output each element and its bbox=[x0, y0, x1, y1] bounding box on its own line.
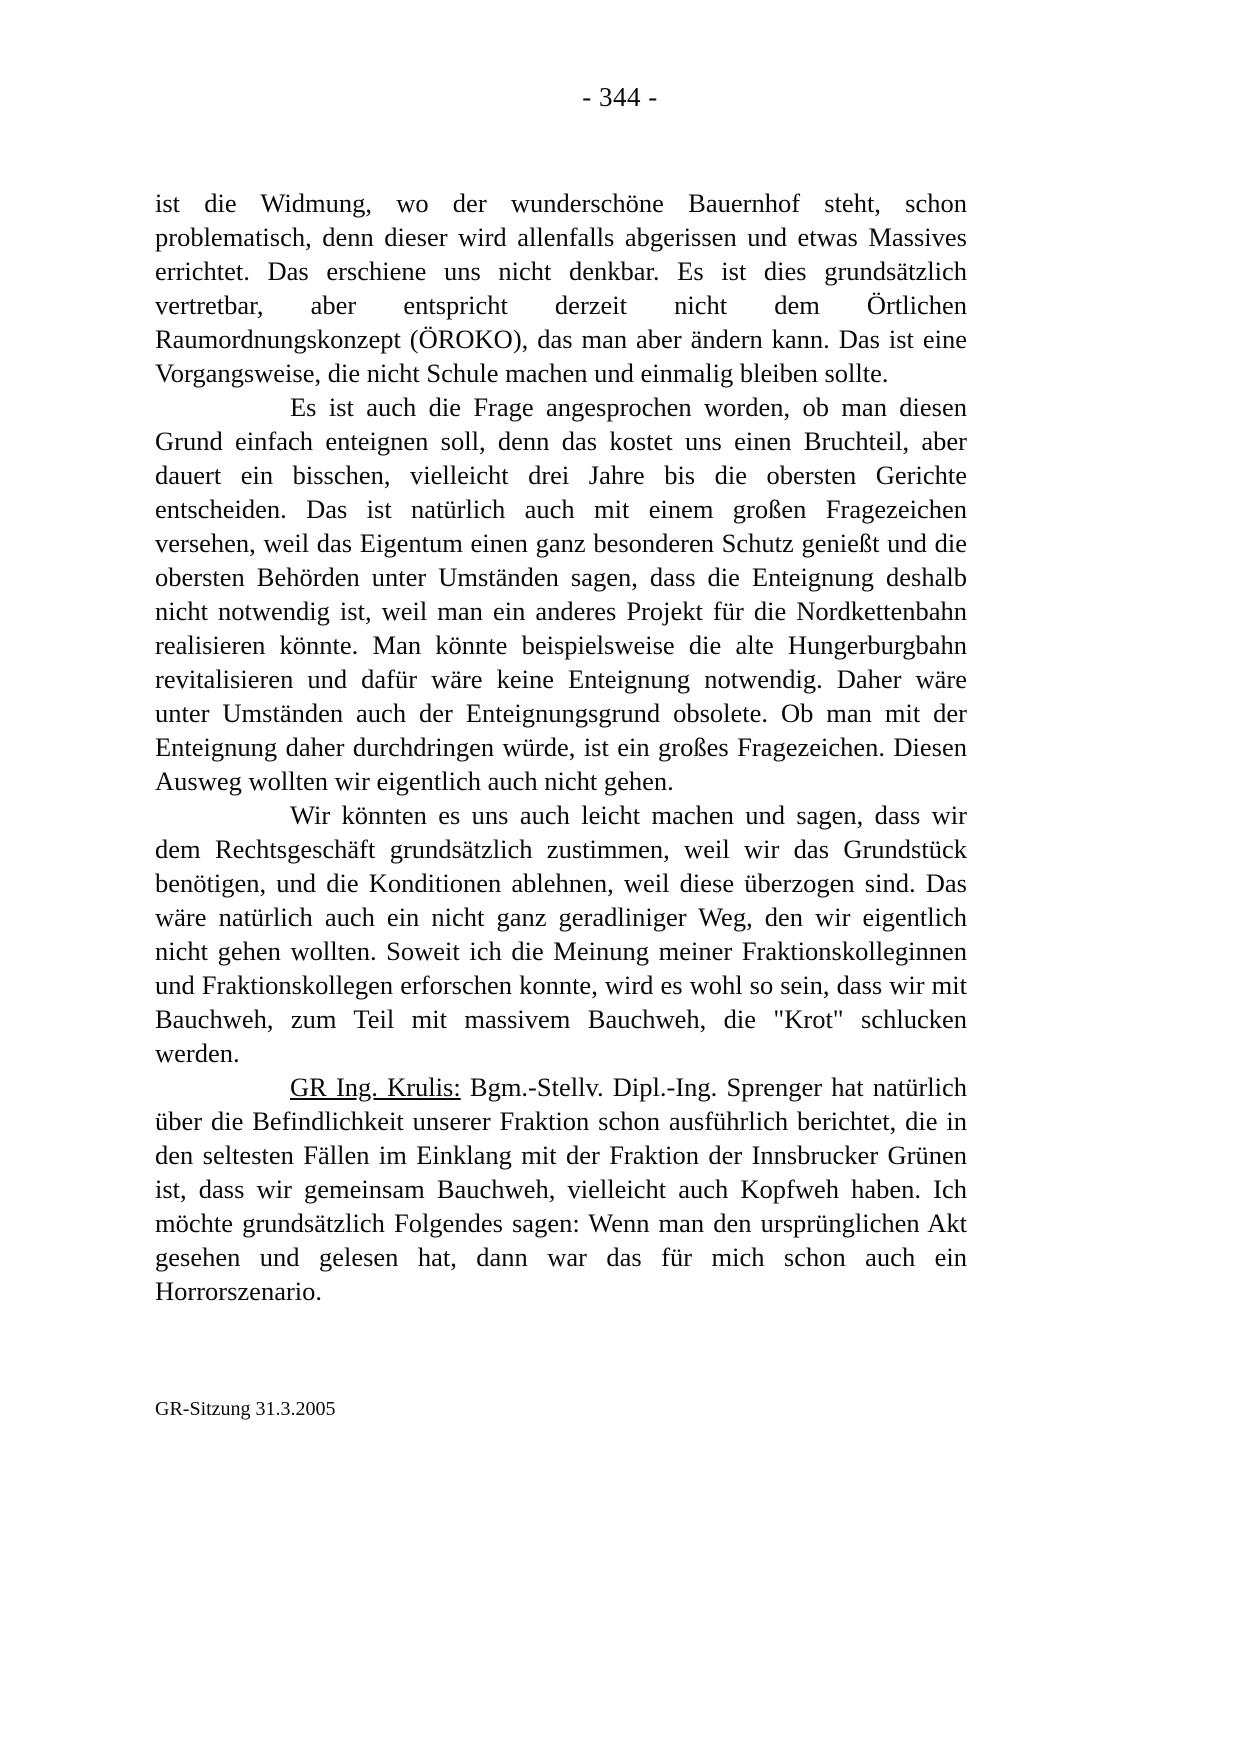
page-number: - 344 - bbox=[582, 82, 658, 112]
paragraph: Wir könnten es uns auch leicht machen und sagen, dass wir dem Rechtsgeschäft grundsätzlich zustimmen, weil wir das Grundstück benötigen, und die Konditionen ablehnen, weil diese überzogen sind. Das wäre natürlich auch ein nicht ganz geradliniger Weg, den wir eigentlich nicht gehen wollten. Soweit ich die Meinung meiner Fraktionskolleginnen und Fraktionskollegen erforschen konnte, wird es wohl so sein, dass wir mit Bauchweh, zum Teil mit massivem Bauchweh, die "Krot" schlucken werden. bbox=[155, 800, 967, 1068]
paragraph: Es ist auch die Frage angesprochen worden, ob man diesen Grund einfach enteignen soll, denn das kostet uns einen Bruchteil, aber dauert ein bisschen, vielleicht drei Jahre bis die obersten Gerichte entscheiden. Das ist natürlich auch mit einem großen Fragezeichen versehen, weil das Eigentum einen ganz besonderen Schutz genießt und die obersten Behörden unter Umständen sagen, dass die Enteignung deshalb nicht notwendig ist, weil man ein anderes Projekt für die Nordkettenbahn realisieren könnte. Man könnte beispielsweise die alte Hungerburgbahn revitalisieren und dafür wäre keine Enteignung notwendig. Daher wäre unter Umständen auch der Enteignungsgrund obsolete. Ob man mit der Enteignung daher durchdringen würde, ist ein großes Fragezeichen. Diesen Ausweg wollten wir eigentlich auch nicht gehen. bbox=[155, 392, 967, 796]
paragraph bbox=[155, 1070, 967, 1308]
text-block bbox=[155, 186, 967, 1308]
speaker-name: GR Ing. Krulis: bbox=[290, 1072, 461, 1102]
page-footer: GR-Sitzung 31.3.2005 bbox=[155, 1398, 336, 1420]
paragraph: ist die Widmung, wo der wunderschöne Bauernhof steht, schon problematisch, denn dieser wird allenfalls abgerissen und etwas Massives errichtet. Das erschiene uns nicht denkbar. Es ist dies grundsätzlich vertretbar, aber entspricht derzeit nicht dem Örtlichen Raumordnungskonzept (ÖROKO), das man aber ändern kann. Das ist eine Vorgangsweise, die nicht Schule machen und einmalig bleiben sollte. bbox=[155, 188, 967, 388]
speaker-statement: Bgm.-Stellv. Dipl.-Ing. Sprenger hat natürlich über die Befindlichkeit unserer Fraktion schon ausführlich berichtet, die in den seltesten Fällen im Einklang mit der Fraktion der Innsbrucker Grünen ist, dass wir gemeinsam Bauchweh, vielleicht auch Kopfweh haben. Ich möchte grundsätzlich Folgendes sagen: Wenn man den ursprünglichen Akt gesehen und gelesen hat, dann war das für mich schon auch ein Horrorszenario. bbox=[155, 1072, 968, 1306]
